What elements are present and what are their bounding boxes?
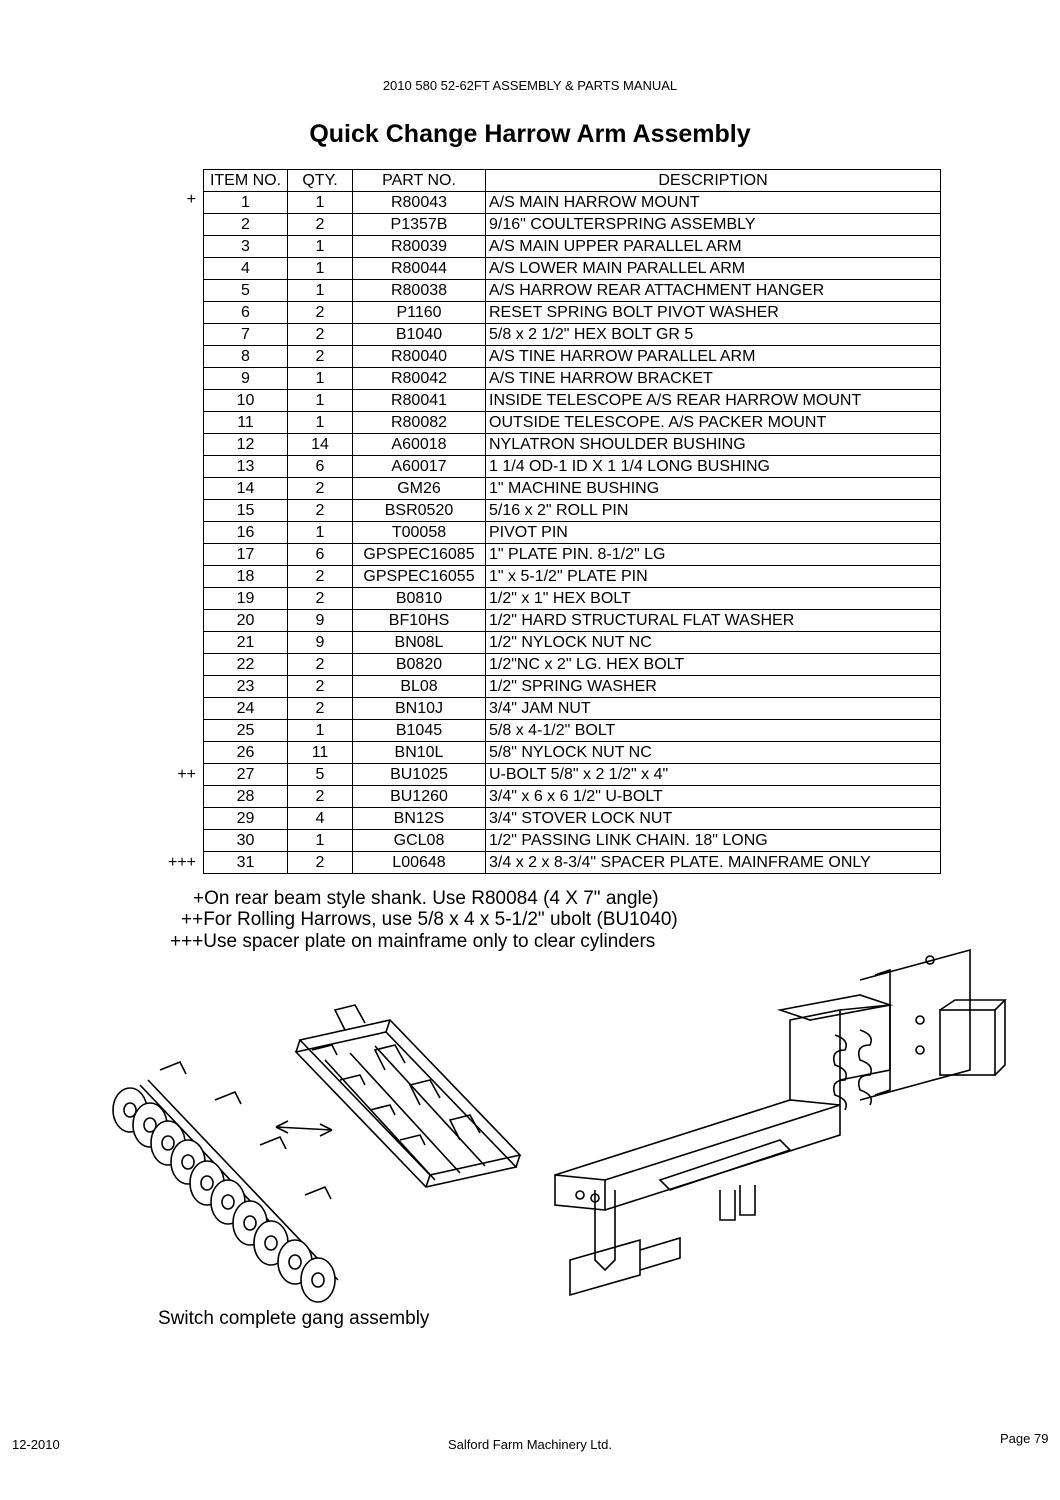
- quantity-cell: 2: [288, 698, 353, 720]
- quantity-cell: 1: [288, 192, 353, 214]
- quantity-cell: 2: [288, 324, 353, 346]
- description-cell: OUTSIDE TELESCOPE. A/S PACKER MOUNT: [486, 412, 941, 434]
- part-number-cell: P1357B: [353, 214, 486, 236]
- item-number-cell: 21: [204, 632, 288, 654]
- quantity-cell: 2: [288, 214, 353, 236]
- table-row: [204, 412, 941, 434]
- table-row: [204, 566, 941, 588]
- rolling-harrow-gang-drawing: [113, 1062, 338, 1302]
- quantity-cell: 2: [288, 588, 353, 610]
- footnote: +++Use spacer plate on mainframe only to clear cylinders: [170, 931, 656, 952]
- quantity-cell: 9: [288, 610, 353, 632]
- table-row: [204, 346, 941, 368]
- item-number-cell: 4: [204, 258, 288, 280]
- item-number-cell: 8: [204, 346, 288, 368]
- description-cell: 1" PLATE PIN. 8-1/2" LG: [486, 544, 941, 566]
- description-cell: A/S LOWER MAIN PARALLEL ARM: [486, 258, 941, 280]
- description-cell: 5/8 x 4-1/2" BOLT: [486, 720, 941, 742]
- item-number-cell: 22: [204, 654, 288, 676]
- description-cell: RESET SPRING BOLT PIVOT WASHER: [486, 302, 941, 324]
- quantity-cell: 14: [288, 434, 353, 456]
- quantity-cell: 2: [288, 346, 353, 368]
- description-cell: 3/4" x 6 x 6 1/2" U-BOLT: [486, 786, 941, 808]
- description-cell: A/S HARROW REAR ATTACHMENT HANGER: [486, 280, 941, 302]
- item-number-cell: 28: [204, 786, 288, 808]
- quantity-cell: 1: [288, 390, 353, 412]
- tine-harrow-drawing: [296, 1005, 520, 1187]
- part-number-cell: BN10L: [353, 742, 486, 764]
- item-number-cell: 6: [204, 302, 288, 324]
- item-number-cell: 27: [204, 764, 288, 786]
- quantity-cell: 1: [288, 412, 353, 434]
- item-number-cell: 26: [204, 742, 288, 764]
- item-number-cell: 5: [204, 280, 288, 302]
- item-number-cell: 12: [204, 434, 288, 456]
- description-cell: 3/4" JAM NUT: [486, 698, 941, 720]
- item-number-cell: 29: [204, 808, 288, 830]
- quantity-cell: 1: [288, 280, 353, 302]
- table-row: [204, 368, 941, 390]
- item-number-cell: 13: [204, 456, 288, 478]
- description-cell: A/S MAIN HARROW MOUNT: [486, 192, 941, 214]
- description-cell: 5/8" NYLOCK NUT NC: [486, 742, 941, 764]
- part-number-cell: BN08L: [353, 632, 486, 654]
- description-cell: 3/4" STOVER LOCK NUT: [486, 808, 941, 830]
- item-number-cell: 23: [204, 676, 288, 698]
- table-row: [204, 588, 941, 610]
- part-number-cell: R80044: [353, 258, 486, 280]
- description-cell: 5/8 x 2 1/2" HEX BOLT GR 5: [486, 324, 941, 346]
- row-marker: +++: [167, 854, 196, 871]
- item-number-cell: 3: [204, 236, 288, 258]
- part-number-cell: A60018: [353, 434, 486, 456]
- table-row: [204, 478, 941, 500]
- part-number-cell: GM26: [353, 478, 486, 500]
- quantity-cell: 2: [288, 302, 353, 324]
- col-header-part: PART NO.: [353, 170, 486, 192]
- part-number-cell: B0810: [353, 588, 486, 610]
- quantity-cell: 1: [288, 236, 353, 258]
- quantity-cell: 5: [288, 764, 353, 786]
- quantity-cell: 6: [288, 544, 353, 566]
- table-row: [204, 830, 941, 852]
- page-title: Quick Change Harrow Arm Assembly: [309, 120, 751, 148]
- table-row: [204, 720, 941, 742]
- double-arrow-icon: [276, 1121, 332, 1136]
- table-row: [204, 808, 941, 830]
- table-row: [204, 280, 941, 302]
- item-number-cell: 14: [204, 478, 288, 500]
- item-number-cell: 1: [204, 192, 288, 214]
- manual-header: 2010 580 52-62FT ASSEMBLY & PARTS MANUAL: [382, 78, 678, 93]
- description-cell: 1/2"NC x 2" LG. HEX BOLT: [486, 654, 941, 676]
- quantity-cell: 2: [288, 852, 353, 874]
- item-number-cell: 30: [204, 830, 288, 852]
- table-row: [204, 390, 941, 412]
- description-cell: INSIDE TELESCOPE A/S REAR HARROW MOUNT: [486, 390, 941, 412]
- description-cell: 5/16 x 2" ROLL PIN: [486, 500, 941, 522]
- part-number-cell: A60017: [353, 456, 486, 478]
- quantity-cell: 1: [288, 830, 353, 852]
- part-number-cell: BU1260: [353, 786, 486, 808]
- part-number-cell: T00058: [353, 522, 486, 544]
- description-cell: PIVOT PIN: [486, 522, 941, 544]
- part-number-cell: R80038: [353, 280, 486, 302]
- table-row: [204, 324, 941, 346]
- table-row: [204, 764, 941, 786]
- part-number-cell: L00648: [353, 852, 486, 874]
- row-marker: ++: [177, 765, 196, 783]
- part-number-cell: B0820: [353, 654, 486, 676]
- quantity-cell: 2: [288, 500, 353, 522]
- quantity-cell: 9: [288, 632, 353, 654]
- description-cell: 1" MACHINE BUSHING: [486, 478, 941, 500]
- part-number-cell: R80082: [353, 412, 486, 434]
- description-cell: NYLATRON SHOULDER BUSHING: [486, 434, 941, 456]
- item-number-cell: 15: [204, 500, 288, 522]
- table-row: [204, 500, 941, 522]
- quantity-cell: 11: [288, 742, 353, 764]
- table-row: [204, 676, 941, 698]
- part-number-cell: BF10HS: [353, 610, 486, 632]
- col-header-qty: QTY.: [288, 170, 353, 192]
- description-cell: 1/2" HARD STRUCTURAL FLAT WASHER: [486, 610, 941, 632]
- quantity-cell: 4: [288, 808, 353, 830]
- part-number-cell: P1160: [353, 302, 486, 324]
- item-number-cell: 18: [204, 566, 288, 588]
- quantity-cell: 2: [288, 786, 353, 808]
- footnote: +On rear beam style shank. Use R80084 (4 X 7" angle): [193, 888, 659, 909]
- item-number-cell: 25: [204, 720, 288, 742]
- item-number-cell: 17: [204, 544, 288, 566]
- col-header-item: ITEM NO.: [204, 170, 288, 192]
- part-number-cell: BL08: [353, 676, 486, 698]
- description-cell: 1/2" PASSING LINK CHAIN. 18" LONG: [486, 830, 941, 852]
- quantity-cell: 1: [288, 258, 353, 280]
- item-number-cell: 10: [204, 390, 288, 412]
- description-cell: 1 1/4 OD-1 ID X 1 1/4 LONG BUSHING: [486, 456, 941, 478]
- part-number-cell: BN12S: [353, 808, 486, 830]
- table-row: [204, 258, 941, 280]
- description-cell: 1" x 5-1/2" PLATE PIN: [486, 566, 941, 588]
- footer-company: Salford Farm Machinery Ltd.: [447, 1437, 612, 1452]
- part-number-cell: BU1025: [353, 764, 486, 786]
- table-row: [204, 434, 941, 456]
- item-number-cell: 24: [204, 698, 288, 720]
- footer-page-number: Page 79: [1000, 1431, 1049, 1446]
- part-number-cell: B1040: [353, 324, 486, 346]
- table-row: [204, 456, 941, 478]
- description-cell: A/S TINE HARROW PARALLEL ARM: [486, 346, 941, 368]
- harrow-arm-mount-drawing: [555, 950, 1005, 1295]
- part-number-cell: R80039: [353, 236, 486, 258]
- table-row: [204, 214, 941, 236]
- item-number-cell: 11: [204, 412, 288, 434]
- table-row: [204, 544, 941, 566]
- quantity-cell: 2: [288, 566, 353, 588]
- quantity-cell: 2: [288, 676, 353, 698]
- item-number-cell: 31: [204, 852, 288, 874]
- description-cell: A/S MAIN UPPER PARALLEL ARM: [486, 236, 941, 258]
- table-row: [204, 852, 941, 874]
- quantity-cell: 2: [288, 478, 353, 500]
- table-header-row: [204, 170, 941, 192]
- part-number-cell: B1045: [353, 720, 486, 742]
- item-number-cell: 16: [204, 522, 288, 544]
- description-cell: U-BOLT 5/8" x 2 1/2" x 4": [486, 764, 941, 786]
- part-number-cell: R80043: [353, 192, 486, 214]
- part-number-cell: R80040: [353, 346, 486, 368]
- quantity-cell: 2: [288, 654, 353, 676]
- item-number-cell: 2: [204, 214, 288, 236]
- part-number-cell: GCL08: [353, 830, 486, 852]
- quantity-cell: 1: [288, 368, 353, 390]
- table-row: [204, 786, 941, 808]
- col-header-description: DESCRIPTION: [486, 170, 941, 192]
- table-row: [204, 236, 941, 258]
- part-number-cell: GPSPEC16055: [353, 566, 486, 588]
- table-row: [204, 192, 941, 214]
- description-cell: 9/16" COULTERSPRING ASSEMBLY: [486, 214, 941, 236]
- table-row: [204, 610, 941, 632]
- parts-table-body: [204, 192, 941, 874]
- part-number-cell: R80042: [353, 368, 486, 390]
- table-row: [204, 698, 941, 720]
- item-number-cell: 9: [204, 368, 288, 390]
- parts-table: [203, 169, 941, 874]
- description-cell: A/S TINE HARROW BRACKET: [486, 368, 941, 390]
- table-row: [204, 302, 941, 324]
- figure-caption: Switch complete gang assembly: [158, 1308, 430, 1329]
- description-cell: 1/2" NYLOCK NUT NC: [486, 632, 941, 654]
- row-marker: +: [186, 191, 196, 208]
- quantity-cell: 1: [288, 720, 353, 742]
- item-number-cell: 19: [204, 588, 288, 610]
- part-number-cell: BSR0520: [353, 500, 486, 522]
- part-number-cell: R80041: [353, 390, 486, 412]
- part-number-cell: BN10J: [353, 698, 486, 720]
- part-number-cell: GPSPEC16085: [353, 544, 486, 566]
- item-number-cell: 7: [204, 324, 288, 346]
- footnote: ++For Rolling Harrows, use 5/8 x 4 x 5-1/2" ubolt (BU1040): [181, 909, 678, 930]
- footer-date: 12-2010: [12, 1437, 60, 1452]
- item-number-cell: 20: [204, 610, 288, 632]
- description-cell: 3/4 x 2 x 8-3/4" SPACER PLATE. MAINFRAME ONLY: [486, 852, 941, 874]
- table-row: [204, 632, 941, 654]
- table-row: [204, 522, 941, 544]
- description-cell: 1/2" SPRING WASHER: [486, 676, 941, 698]
- harrow-assembly-illustration: [100, 940, 1010, 1310]
- quantity-cell: 1: [288, 522, 353, 544]
- table-row: [204, 742, 941, 764]
- table-row: [204, 654, 941, 676]
- quantity-cell: 6: [288, 456, 353, 478]
- description-cell: 1/2" x 1" HEX BOLT: [486, 588, 941, 610]
